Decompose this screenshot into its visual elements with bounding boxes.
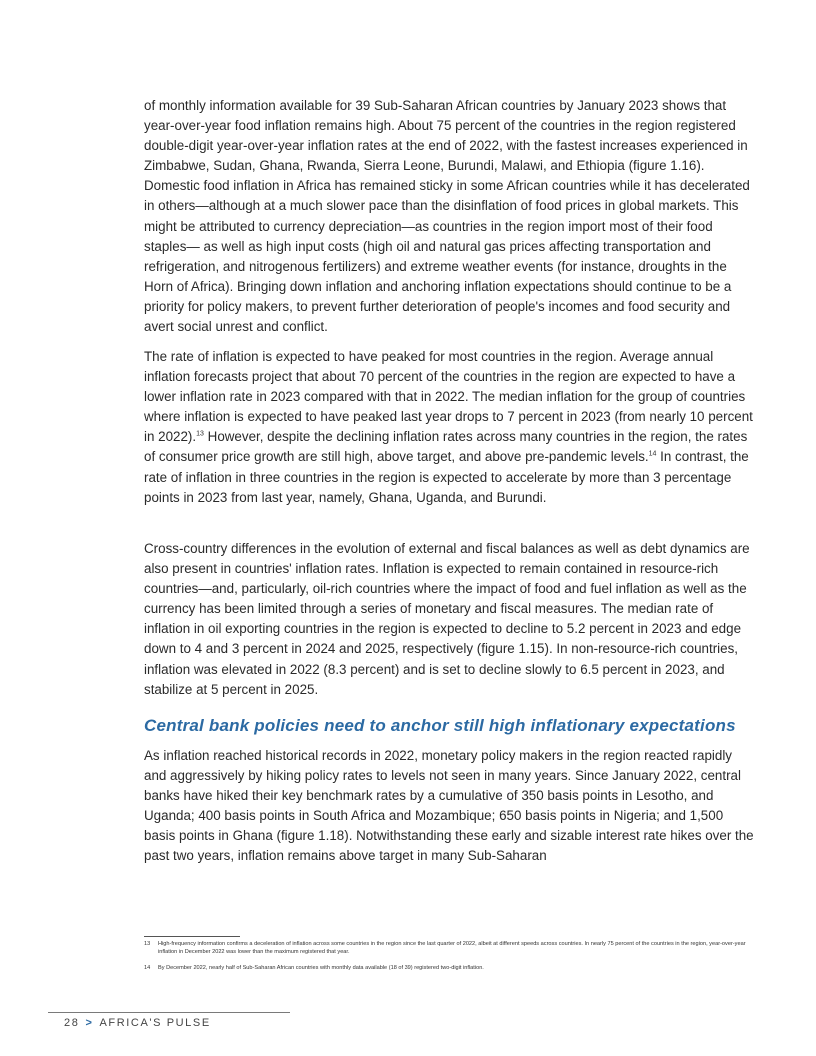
paragraph-2-part-b: However, despite the declining inflation rates across many countries in the region, the rates of consumer price growth are still high, above target, and above pre-pandemic levels. xyxy=(144,429,748,465)
body-paragraph-1: of monthly information available for 39 Sub-Saharan African countries by January 2023 shows that year-over-year food inflation remains high. About 75 percent of the countries in the region registered double-digit year-over-year inflation rates at the end of 2022, with the fastest increases experienced in Zimbabwe, Sudan, Ghana, Rwanda, Sierra Leone, Burundi, Malawi, and Ethiopia (figure 1.16). Domestic food inflation in Africa has remained sticky in some African countries while it has decelerated in others—although at a much slower pace than the disinflation of food prices in global markets. This might be attributed to currency depreciation—as countries in the region import most of their food staples— as well as high input costs (high oil and natural gas prices affecting transportation and refrigeration, and nitrogenous fertilizers) and extreme weather events (for instance, droughts in the Horn of Africa). Bringing down inflation and anchoring inflation expectations should continue to be a priority for policy makers, to prevent further deterioration of people's incomes and food security and avert social unrest and conflict. xyxy=(144,98,750,335)
body-paragraph-4: As inflation reached historical records in 2022, monetary policy makers in the region reacted rapidly and aggressively by hiking policy rates to levels not seen in many years. Since January 2022, central banks have hiked their key benchmark rates by a cumulative of 350 basis points in Lesotho, and Uganda; 400 basis points in South Africa and Mozambique; 650 basis points in Nigeria; and 1,500 basis points in Ghana (figure 1.18). Notwithstanding these early and sizable interest rate hikes over the past two years, inflation remains above target in many Sub-Saharan xyxy=(144,748,754,864)
body-paragraph-3: Cross-country differences in the evolution of external and fiscal balances as well as debt dynamics are also present in countries' inflation rates. Inflation is expected to remain contained in resource-rich countries—and, particularly, oil-rich countries where the impact of food and fuel inflation as well as the currency has been limited through a series of monetary and fiscal measures. The median rate of inflation in oil exporting countries in the region is expected to decline to 5.2 percent in 2023 and edge down to 4 and 3 percent in 2024 and 2025, respectively (figure 1.15). In non-resource-rich countries, inflation was elevated in 2022 (8.3 percent) and is set to decline slowly to 6.5 percent in 2023, and stabilize at 5 percent in 2025. xyxy=(144,541,750,697)
footnote-number: 13 xyxy=(144,941,151,947)
page-number: 28 xyxy=(64,1017,80,1029)
paragraph-2-part-c: In contrast, the rate of inflation in three countries in the region is expected to accelerate by more than 3 percentage points in 2023 from last year, namely, Ghana, Uganda, and Burundi. xyxy=(144,449,749,505)
footnote-text: High-frequency information confirms a deceleration of inflation across some countries in the region since the last quarter of 2022, albeit at different speeds across countries. In nearly 75 percent of the countries in the region, year-over-year inflation in December 2022 was lower than the maximum registered that year. xyxy=(158,941,746,955)
publication-title: AFRICA'S PULSE xyxy=(99,1017,211,1029)
section-heading: Central bank policies need to anchor still high inflationary expectations xyxy=(144,716,736,735)
footer-divider xyxy=(48,1012,290,1013)
footnote-number: 14 xyxy=(144,965,151,971)
footnote-14 xyxy=(144,965,754,973)
footnote-ref-13[interactable]: 13 xyxy=(196,430,204,438)
paragraph-2-part-a: The rate of inflation is expected to have peaked for most countries in the region. Average annual inflation forecasts project that about 70 percent of the countries in the region are expected to have a lower inflation rate in 2023 compared with that in 2022. The median inflation for the group of countries where inflation is expected to have peaked last year drops to 7 percent in 2023 (from nearly 10 percent in 2022). xyxy=(144,349,753,445)
footnote-13 xyxy=(144,941,754,956)
footnote-divider xyxy=(144,936,240,937)
footnote-ref-14[interactable]: 14 xyxy=(648,451,657,458)
footnote-text: By December 2022, nearly half of Sub-Saharan African countries with monthly data available (18 of 39) registered two-digit inflation. xyxy=(158,965,484,971)
page-footer xyxy=(64,1017,211,1029)
body-paragraph-2 xyxy=(144,347,754,508)
chevron-right-icon: > xyxy=(85,1017,94,1029)
